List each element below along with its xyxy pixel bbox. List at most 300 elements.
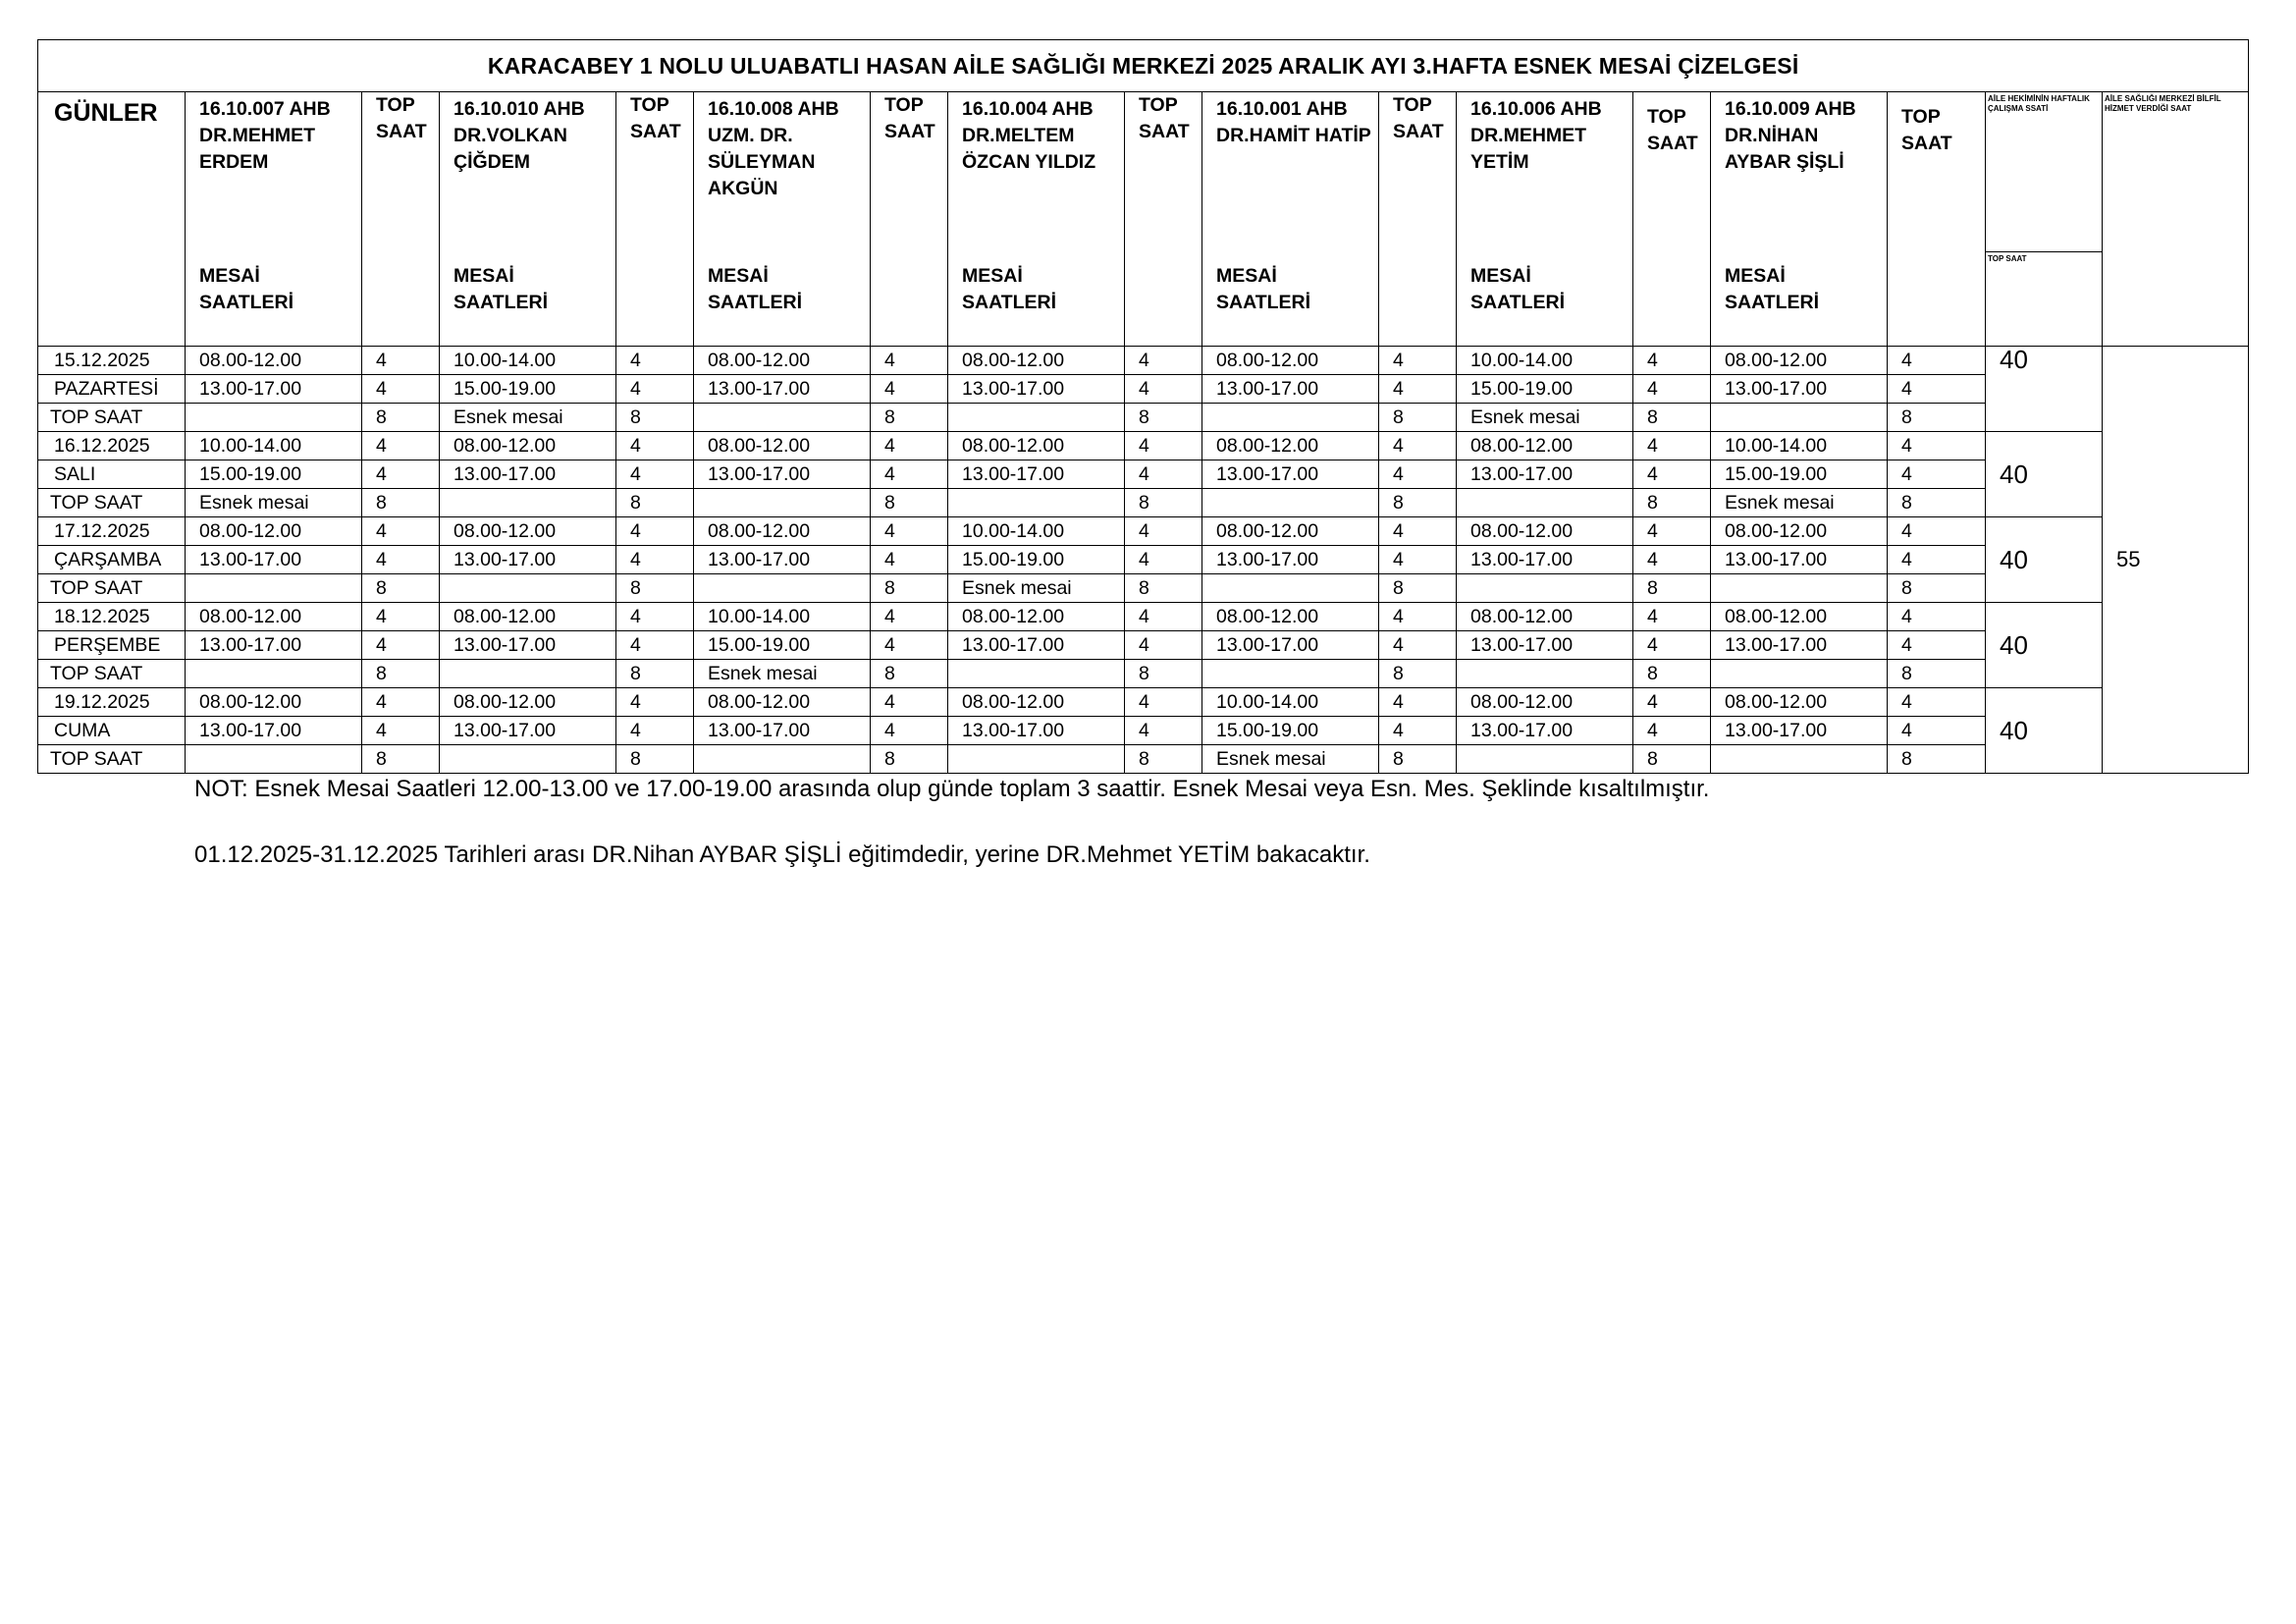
table-cell bbox=[1711, 660, 1888, 688]
table-cell: 4 bbox=[1888, 432, 1986, 460]
table-row bbox=[38, 347, 2249, 375]
table-cell: 8 bbox=[1888, 745, 1986, 774]
header-top-saat: TOP SAAT bbox=[616, 92, 694, 347]
table-cell: 4 bbox=[362, 347, 440, 375]
day-date: 18.12.2025 bbox=[38, 603, 186, 631]
table-row bbox=[38, 489, 2249, 517]
table-row bbox=[38, 432, 2249, 460]
table-cell: 4 bbox=[1633, 347, 1711, 375]
table-cell bbox=[186, 660, 362, 688]
mesai-label: MESAİ SAATLERİ bbox=[708, 265, 803, 313]
table-cell: 4 bbox=[616, 432, 694, 460]
header-doctor bbox=[694, 92, 871, 347]
table-cell: 4 bbox=[362, 631, 440, 660]
table-cell: 13.00-17.00 bbox=[1457, 631, 1633, 660]
table-cell: 8 bbox=[1633, 660, 1711, 688]
table-cell: 10.00-14.00 bbox=[1711, 432, 1888, 460]
table-cell: 4 bbox=[1633, 517, 1711, 546]
table-cell: 13.00-17.00 bbox=[440, 631, 616, 660]
table-cell: 4 bbox=[1125, 375, 1202, 404]
table-cell: 8 bbox=[871, 489, 948, 517]
table-cell: 4 bbox=[1888, 717, 1986, 745]
table-cell: 08.00-12.00 bbox=[186, 603, 362, 631]
table-cell: 8 bbox=[362, 404, 440, 432]
doctor-info bbox=[962, 96, 1124, 176]
table-cell: 13.00-17.00 bbox=[1711, 375, 1888, 404]
table-cell: 10.00-14.00 bbox=[1457, 347, 1633, 375]
table-cell: 08.00-12.00 bbox=[1711, 517, 1888, 546]
header-row bbox=[38, 92, 2249, 347]
table-cell: 8 bbox=[1125, 489, 1202, 517]
table-cell: 4 bbox=[871, 603, 948, 631]
table-cell: 4 bbox=[871, 347, 948, 375]
table-cell: 08.00-12.00 bbox=[186, 517, 362, 546]
header-top-saat: TOP SAAT bbox=[1379, 92, 1457, 347]
header-doctor bbox=[186, 92, 362, 347]
table-cell bbox=[1457, 489, 1633, 517]
table-cell bbox=[694, 489, 871, 517]
table-cell: 10.00-14.00 bbox=[694, 603, 871, 631]
table-cell: 08.00-12.00 bbox=[694, 688, 871, 717]
table-cell: 4 bbox=[1125, 546, 1202, 574]
table-cell: 4 bbox=[871, 631, 948, 660]
table-cell bbox=[440, 574, 616, 603]
table-cell: 4 bbox=[616, 460, 694, 489]
table-cell: 13.00-17.00 bbox=[440, 546, 616, 574]
center-total-hours: 55 bbox=[2103, 347, 2249, 774]
day-name: SALI bbox=[38, 460, 186, 489]
table-cell: 4 bbox=[616, 546, 694, 574]
table-cell: 4 bbox=[362, 546, 440, 574]
table-cell: 13.00-17.00 bbox=[1457, 717, 1633, 745]
table-cell: 4 bbox=[1125, 517, 1202, 546]
weekly-hours: 40 bbox=[1986, 347, 2103, 432]
table-cell: 15.00-19.00 bbox=[440, 375, 616, 404]
doctor-name: DR.MEHMET ERDEM bbox=[199, 125, 316, 173]
table-row bbox=[38, 745, 2249, 774]
table-cell: 4 bbox=[1125, 432, 1202, 460]
table-cell: 13.00-17.00 bbox=[1711, 717, 1888, 745]
weekly-hours: 40 bbox=[1986, 517, 2103, 603]
header-top-saat: TOP SAAT bbox=[1125, 92, 1202, 347]
table-cell: 8 bbox=[1379, 660, 1457, 688]
table-cell: 4 bbox=[1379, 432, 1457, 460]
table-cell: 15.00-19.00 bbox=[1711, 460, 1888, 489]
table-cell bbox=[1457, 574, 1633, 603]
doctor-code: 16.10.006 AHB bbox=[1470, 98, 1602, 120]
table-cell: 8 bbox=[1633, 574, 1711, 603]
day-name: PERŞEMBE bbox=[38, 631, 186, 660]
table-cell: 08.00-12.00 bbox=[1711, 688, 1888, 717]
table-cell: 08.00-12.00 bbox=[694, 517, 871, 546]
table-cell: 8 bbox=[1888, 489, 1986, 517]
table-cell: 4 bbox=[1379, 546, 1457, 574]
table-cell: 08.00-12.00 bbox=[948, 347, 1125, 375]
table-cell: 4 bbox=[1125, 460, 1202, 489]
page-title: KARACABEY 1 NOLU ULUABATLI HASAN AİLE SAĞLIĞI MERKEZİ 2025 ARALIK AYI 3.HAFTA ESNEK MESAİ ÇİZELGESİ bbox=[38, 40, 2249, 92]
table-cell: Esnek mesai bbox=[1711, 489, 1888, 517]
table-cell: 4 bbox=[362, 432, 440, 460]
table-cell: 08.00-12.00 bbox=[1202, 603, 1379, 631]
table-cell: 4 bbox=[1633, 546, 1711, 574]
day-date: 15.12.2025 bbox=[38, 347, 186, 375]
table-cell bbox=[440, 745, 616, 774]
mesai-label: MESAİ SAATLERİ bbox=[454, 265, 549, 313]
table-cell: 4 bbox=[1125, 717, 1202, 745]
table-cell: 4 bbox=[616, 688, 694, 717]
table-row bbox=[38, 517, 2249, 546]
table-cell: 13.00-17.00 bbox=[440, 717, 616, 745]
table-cell: 08.00-12.00 bbox=[1457, 603, 1633, 631]
table-cell: 08.00-12.00 bbox=[1711, 347, 1888, 375]
table-cell: 4 bbox=[1633, 460, 1711, 489]
table-cell: 4 bbox=[1633, 375, 1711, 404]
table-cell bbox=[1202, 660, 1379, 688]
table-cell: 08.00-12.00 bbox=[1202, 347, 1379, 375]
table-cell: 4 bbox=[1379, 347, 1457, 375]
table-row bbox=[38, 631, 2249, 660]
table-cell: 8 bbox=[871, 745, 948, 774]
table-cell bbox=[948, 489, 1125, 517]
table-cell: 4 bbox=[616, 347, 694, 375]
doctor-header-box bbox=[454, 92, 615, 334]
day-date: 16.12.2025 bbox=[38, 432, 186, 460]
doctor-code: 16.10.004 AHB bbox=[962, 98, 1094, 120]
table-cell: 8 bbox=[362, 745, 440, 774]
table-cell: 4 bbox=[1379, 688, 1457, 717]
table-cell: 8 bbox=[1125, 574, 1202, 603]
table-cell: 8 bbox=[871, 404, 948, 432]
doctor-code: 16.10.008 AHB bbox=[708, 98, 839, 120]
table-cell: 4 bbox=[616, 375, 694, 404]
table-cell: 13.00-17.00 bbox=[186, 717, 362, 745]
doctor-info bbox=[199, 96, 361, 176]
table-cell: 8 bbox=[1888, 404, 1986, 432]
table-cell: 13.00-17.00 bbox=[694, 546, 871, 574]
table-cell: 8 bbox=[616, 660, 694, 688]
doctor-header-box bbox=[1470, 92, 1632, 334]
table-cell: 4 bbox=[1379, 517, 1457, 546]
table-cell: 8 bbox=[362, 574, 440, 603]
table-row bbox=[38, 574, 2249, 603]
table-cell: 4 bbox=[1379, 603, 1457, 631]
header-gunler: GÜNLER bbox=[38, 92, 186, 347]
header-weekly bbox=[1986, 92, 2103, 347]
table-cell bbox=[1202, 489, 1379, 517]
weekly-header-box bbox=[1986, 92, 2102, 334]
top-saat-label: TOP SAAT bbox=[38, 660, 186, 688]
table-cell: 08.00-12.00 bbox=[948, 688, 1125, 717]
table-cell bbox=[1711, 745, 1888, 774]
table-cell: 15.00-19.00 bbox=[1457, 375, 1633, 404]
table-row bbox=[38, 688, 2249, 717]
table-cell: 4 bbox=[871, 460, 948, 489]
header-doctor bbox=[1202, 92, 1379, 347]
table-cell: 8 bbox=[1125, 745, 1202, 774]
table-cell: 13.00-17.00 bbox=[948, 460, 1125, 489]
day-date: 19.12.2025 bbox=[38, 688, 186, 717]
table-cell: 10.00-14.00 bbox=[1202, 688, 1379, 717]
table-cell bbox=[948, 660, 1125, 688]
table-cell: 10.00-14.00 bbox=[440, 347, 616, 375]
doctor-info bbox=[454, 96, 615, 176]
doctor-header-box bbox=[199, 92, 361, 334]
weekly-hours: 40 bbox=[1986, 432, 2103, 517]
header-top-saat: TOP SAAT bbox=[362, 92, 440, 347]
header-doctor bbox=[948, 92, 1125, 347]
table-cell: 4 bbox=[1633, 432, 1711, 460]
table-cell: 13.00-17.00 bbox=[1457, 460, 1633, 489]
table-cell: 4 bbox=[1379, 717, 1457, 745]
table-cell: 8 bbox=[616, 745, 694, 774]
table-cell: 4 bbox=[1888, 688, 1986, 717]
table-cell: 4 bbox=[616, 517, 694, 546]
day-name: ÇARŞAMBA bbox=[38, 546, 186, 574]
header-doctor bbox=[440, 92, 616, 347]
doctor-name: DR.HAMİT HATİP bbox=[1216, 125, 1371, 146]
table-cell: 13.00-17.00 bbox=[948, 717, 1125, 745]
table-cell: 08.00-12.00 bbox=[440, 517, 616, 546]
table-cell: 4 bbox=[1888, 460, 1986, 489]
table-cell: 8 bbox=[362, 489, 440, 517]
table-cell: 13.00-17.00 bbox=[694, 460, 871, 489]
day-name: CUMA bbox=[38, 717, 186, 745]
mesai-label: MESAİ SAATLERİ bbox=[199, 265, 294, 313]
table-cell: 15.00-19.00 bbox=[694, 631, 871, 660]
doctor-header-box bbox=[1725, 92, 1887, 334]
table-cell: 4 bbox=[1125, 347, 1202, 375]
table-cell bbox=[1711, 404, 1888, 432]
top-saat-label: TOP SAAT bbox=[38, 489, 186, 517]
table-cell: 8 bbox=[1379, 489, 1457, 517]
table-cell: 13.00-17.00 bbox=[1457, 546, 1633, 574]
table-cell: 08.00-12.00 bbox=[186, 688, 362, 717]
table-cell: 4 bbox=[362, 717, 440, 745]
table-cell: 4 bbox=[1125, 603, 1202, 631]
doctor-name: DR.MEHMET YETİM bbox=[1470, 125, 1587, 173]
table-cell: 10.00-14.00 bbox=[948, 517, 1125, 546]
table-cell: 08.00-12.00 bbox=[1457, 517, 1633, 546]
table-cell: 4 bbox=[1888, 631, 1986, 660]
table-cell: 13.00-17.00 bbox=[186, 546, 362, 574]
mesai-label: MESAİ SAATLERİ bbox=[1470, 265, 1566, 313]
table-cell: 4 bbox=[1888, 546, 1986, 574]
doctor-name: UZM. DR. SÜLEYMAN AKGÜN bbox=[708, 125, 816, 199]
top-saat-label: TOP SAAT bbox=[38, 404, 186, 432]
table-row bbox=[38, 375, 2249, 404]
table-cell: 8 bbox=[1888, 660, 1986, 688]
header-top-saat: TOP SAAT bbox=[871, 92, 948, 347]
weekly-sub-label: TOP SAAT bbox=[1988, 254, 2027, 263]
doctor-code: 16.10.001 AHB bbox=[1216, 98, 1348, 120]
table-cell: 13.00-17.00 bbox=[1202, 546, 1379, 574]
schedule-table bbox=[37, 39, 2249, 774]
table-cell bbox=[440, 489, 616, 517]
table-cell: 13.00-17.00 bbox=[948, 631, 1125, 660]
table-cell bbox=[948, 745, 1125, 774]
table-cell: 13.00-17.00 bbox=[440, 460, 616, 489]
header-top-saat: TOP SAAT bbox=[1633, 92, 1711, 347]
table-cell: 4 bbox=[1633, 631, 1711, 660]
table-cell bbox=[694, 574, 871, 603]
doctor-info bbox=[1216, 96, 1378, 149]
note-flex-hours: NOT: Esnek Mesai Saatleri 12.00-13.00 ve 17.00-19.00 arasında olup günde toplam 3 saattir. Esnek Mesai veya Esn. Mes. Şeklinde kısaltılmıştır. bbox=[194, 776, 1710, 802]
table-cell: Esnek mesai bbox=[694, 660, 871, 688]
table-cell: 4 bbox=[871, 688, 948, 717]
table-cell: 4 bbox=[362, 603, 440, 631]
table-cell: 13.00-17.00 bbox=[1202, 631, 1379, 660]
table-cell: 4 bbox=[362, 688, 440, 717]
table-row bbox=[38, 603, 2249, 631]
table-cell bbox=[1457, 745, 1633, 774]
table-cell: 4 bbox=[871, 517, 948, 546]
doctor-header-box bbox=[962, 92, 1124, 334]
table-row bbox=[38, 546, 2249, 574]
title-row bbox=[38, 40, 2249, 92]
table-cell: 15.00-19.00 bbox=[186, 460, 362, 489]
table-cell: 08.00-12.00 bbox=[1202, 432, 1379, 460]
table-cell: 15.00-19.00 bbox=[1202, 717, 1379, 745]
table-cell: Esnek mesai bbox=[948, 574, 1125, 603]
table-row bbox=[38, 460, 2249, 489]
table-cell bbox=[186, 404, 362, 432]
table-cell: 4 bbox=[1379, 460, 1457, 489]
table-cell: 8 bbox=[1633, 404, 1711, 432]
table-cell: 8 bbox=[1888, 574, 1986, 603]
table-cell: 8 bbox=[616, 404, 694, 432]
table-row bbox=[38, 404, 2249, 432]
table-cell: 13.00-17.00 bbox=[186, 375, 362, 404]
table-cell bbox=[694, 404, 871, 432]
table-cell: 8 bbox=[616, 489, 694, 517]
table-cell: 08.00-12.00 bbox=[1457, 432, 1633, 460]
table-cell: 4 bbox=[1633, 688, 1711, 717]
table-cell: 8 bbox=[1379, 574, 1457, 603]
weekly-label: AİLE HEKİMİNİN HAFTALIK ÇALIŞMA SSATİ bbox=[1986, 92, 2102, 252]
table-cell: 4 bbox=[616, 603, 694, 631]
table-row bbox=[38, 717, 2249, 745]
doctor-name: DR.MELTEM ÖZCAN YILDIZ bbox=[962, 125, 1096, 173]
doctor-code: 16.10.007 AHB bbox=[199, 98, 331, 120]
table-cell: 08.00-12.00 bbox=[186, 347, 362, 375]
table-cell bbox=[1202, 574, 1379, 603]
weekly-hours: 40 bbox=[1986, 603, 2103, 688]
table-cell: 4 bbox=[871, 375, 948, 404]
table-cell bbox=[186, 745, 362, 774]
table-cell bbox=[186, 574, 362, 603]
doctor-name: DR.NİHAN AYBAR ŞİŞLİ bbox=[1725, 125, 1844, 173]
table-cell: 4 bbox=[1125, 631, 1202, 660]
mesai-label: MESAİ SAATLERİ bbox=[1725, 265, 1820, 313]
table-cell: 4 bbox=[1125, 688, 1202, 717]
doctor-info bbox=[708, 96, 870, 202]
doctor-info bbox=[1470, 96, 1632, 176]
table-cell: 4 bbox=[1379, 631, 1457, 660]
table-cell: 4 bbox=[362, 375, 440, 404]
table-cell: 8 bbox=[1633, 745, 1711, 774]
table-cell: 13.00-17.00 bbox=[694, 375, 871, 404]
header-top-saat: TOP SAAT bbox=[1888, 92, 1986, 347]
doctor-header-box bbox=[708, 92, 870, 334]
top-saat-label: TOP SAAT bbox=[38, 574, 186, 603]
table-cell: 4 bbox=[1379, 375, 1457, 404]
table-cell bbox=[948, 404, 1125, 432]
table-cell: Esnek mesai bbox=[1457, 404, 1633, 432]
table-cell: 4 bbox=[1888, 375, 1986, 404]
table-cell bbox=[694, 745, 871, 774]
table-cell: 08.00-12.00 bbox=[440, 432, 616, 460]
table-cell bbox=[440, 660, 616, 688]
table-cell: 08.00-12.00 bbox=[1711, 603, 1888, 631]
table-cell: 08.00-12.00 bbox=[440, 603, 616, 631]
table-cell: 4 bbox=[871, 717, 948, 745]
table-cell: 08.00-12.00 bbox=[1202, 517, 1379, 546]
table-cell: Esnek mesai bbox=[186, 489, 362, 517]
table-cell: 4 bbox=[871, 546, 948, 574]
table-cell: Esnek mesai bbox=[1202, 745, 1379, 774]
note-substitution: 01.12.2025-31.12.2025 Tarihleri arası DR.Nihan AYBAR ŞİŞLİ eğitimdedir, yerine DR.Mehmet YETİM bakacaktır. bbox=[194, 841, 1370, 868]
table-cell: 13.00-17.00 bbox=[1711, 546, 1888, 574]
table-cell: 4 bbox=[1888, 347, 1986, 375]
table-cell: 4 bbox=[1633, 717, 1711, 745]
table-cell: 8 bbox=[1125, 404, 1202, 432]
table-cell bbox=[1711, 574, 1888, 603]
table-cell: 15.00-19.00 bbox=[948, 546, 1125, 574]
table-cell: 13.00-17.00 bbox=[1711, 631, 1888, 660]
table-cell: 08.00-12.00 bbox=[694, 347, 871, 375]
table-cell: 13.00-17.00 bbox=[948, 375, 1125, 404]
table-cell: 4 bbox=[362, 460, 440, 489]
table-cell: 8 bbox=[871, 574, 948, 603]
table-cell: 4 bbox=[1888, 603, 1986, 631]
table-cell: 8 bbox=[1125, 660, 1202, 688]
header-center bbox=[2103, 92, 2249, 347]
doctor-name: DR.VOLKAN ÇİĞDEM bbox=[454, 125, 567, 173]
day-name: PAZARTESİ bbox=[38, 375, 186, 404]
table-cell: 8 bbox=[1633, 489, 1711, 517]
mesai-label: MESAİ SAATLERİ bbox=[1216, 265, 1311, 313]
table-cell: 08.00-12.00 bbox=[948, 432, 1125, 460]
table-cell: 4 bbox=[362, 517, 440, 546]
table-cell: 8 bbox=[362, 660, 440, 688]
table-cell: 4 bbox=[616, 631, 694, 660]
mesai-label: MESAİ SAATLERİ bbox=[962, 265, 1057, 313]
table-cell: 8 bbox=[1379, 404, 1457, 432]
table-cell bbox=[1457, 660, 1633, 688]
top-saat-label: TOP SAAT bbox=[38, 745, 186, 774]
table-cell: 13.00-17.00 bbox=[1202, 375, 1379, 404]
header-doctor bbox=[1457, 92, 1633, 347]
table-cell bbox=[1202, 404, 1379, 432]
table-cell: 10.00-14.00 bbox=[186, 432, 362, 460]
table-cell: Esnek mesai bbox=[440, 404, 616, 432]
table-cell: 08.00-12.00 bbox=[1457, 688, 1633, 717]
center-label: AİLE SAĞLIĞI MERKEZİ BİLFİL HİZMET VERDİĞİ SAAT bbox=[2105, 94, 2221, 113]
table-cell: 4 bbox=[616, 717, 694, 745]
header-doctor bbox=[1711, 92, 1888, 347]
table-cell: 8 bbox=[1379, 745, 1457, 774]
table-cell: 08.00-12.00 bbox=[440, 688, 616, 717]
doctor-code: 16.10.010 AHB bbox=[454, 98, 585, 120]
table-cell: 13.00-17.00 bbox=[1202, 460, 1379, 489]
doctor-header-box bbox=[1216, 92, 1378, 334]
table-row bbox=[38, 660, 2249, 688]
table-cell: 08.00-12.00 bbox=[948, 603, 1125, 631]
table-cell: 8 bbox=[871, 660, 948, 688]
table-cell: 13.00-17.00 bbox=[186, 631, 362, 660]
doctor-info bbox=[1725, 96, 1887, 176]
table-cell: 08.00-12.00 bbox=[694, 432, 871, 460]
